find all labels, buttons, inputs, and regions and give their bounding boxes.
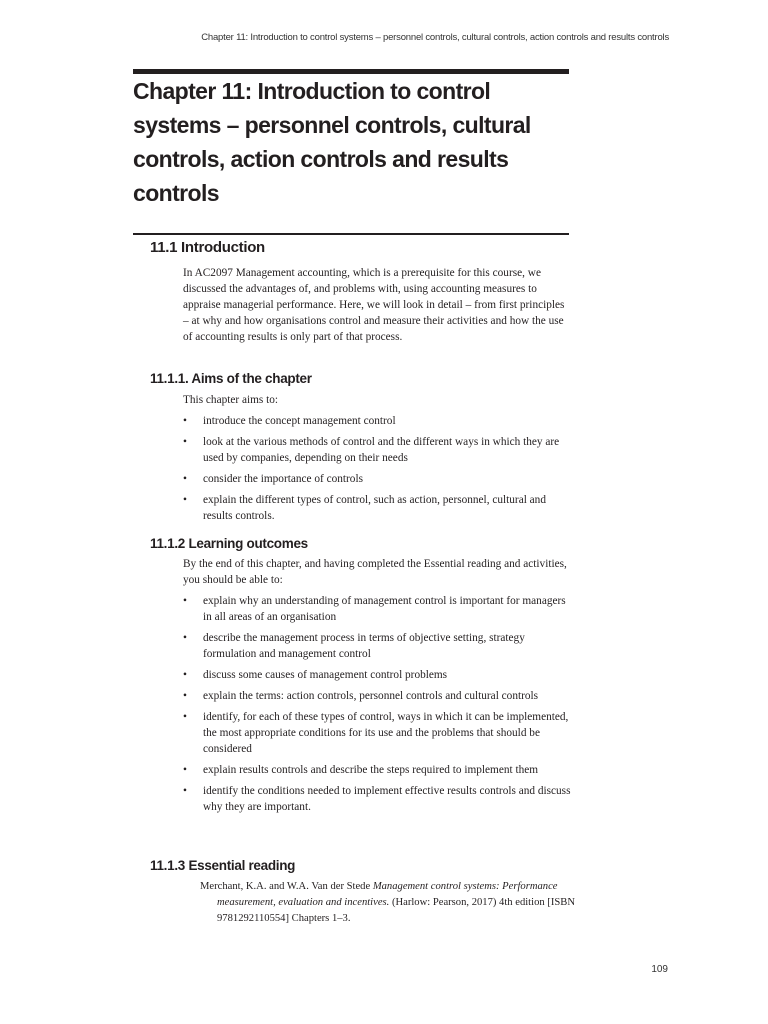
intro-paragraph: In AC2097 Management accounting, which is a prerequisite for this course, we discussed the advantages of, and problems with, using accounting measures to appraise managerial performance. Here, we will look in detail – from first principles – at why and how organisations control and measure their activities and how the use of accounting results is only part of that process. [183,267,565,343]
outcomes-list [183,593,573,820]
list-item [183,471,573,487]
bullet-icon: • [183,690,187,702]
bullet-icon: • [183,632,187,644]
aims-lead: This chapter aims to: [183,394,279,406]
list-item-text: explain the different types of control, such as action, personnel, cultural and results controls. [203,494,546,522]
bullet-icon: • [183,711,187,723]
bullet-icon: • [183,669,187,681]
list-item [183,492,573,524]
list-item [183,762,573,778]
list-item [183,688,573,704]
page-number: 109 [651,964,668,975]
list-item [183,434,573,466]
list-item-text: consider the importance of controls [203,473,363,485]
bullet-icon: • [183,473,187,485]
bullet-icon: • [183,595,187,607]
reading-authors: Merchant, K.A. and W.A. Van der Stede [200,881,373,892]
reading-book-title: Management control systems: Performance measurement, evaluation and incentives. [217,881,558,908]
list-item-text: introduce the concept management control [203,415,396,427]
list-item-text: explain why an understanding of management control is important for managers in all areas of an organisation [203,595,566,623]
list-item [183,783,573,815]
list-item-text: discuss some causes of management control problems [203,669,448,681]
reading-heading: 11.1.3 Essential reading [150,858,296,873]
list-item [183,593,573,625]
list-item-text: explain the terms: action controls, personnel controls and cultural controls [203,690,539,702]
reading-reference [200,879,577,927]
list-item-text: describe the management process in terms of objective setting, strategy formulation and management control [203,632,525,660]
list-item [183,667,573,683]
list-item [183,413,573,429]
list-item-text: identify the conditions needed to implement effective results controls and discuss why they are important. [203,785,571,813]
list-item [183,709,573,757]
chapter-title: Chapter 11: Introduction to control systems – personnel controls, cultural controls, action controls and results controls [133,78,531,206]
section-divider [133,233,569,235]
list-item-text: explain results controls and describe the steps required to implement them [203,764,539,776]
bullet-icon: • [183,436,187,448]
running-header: Chapter 11: Introduction to control systems – personnel controls, cultural controls, action controls and results controls [201,32,669,43]
aims-list [183,413,573,529]
bullet-icon: • [183,785,187,797]
outcomes-heading: 11.1.2 Learning outcomes [150,536,308,551]
intro-heading: 11.1 Introduction [150,239,265,256]
reading-details: (Harlow: Pearson, 2017) 4th edition [ISBN 9781292110554] Chapters 1–3. [217,897,575,924]
list-item-text: identify, for each of these types of control, ways in which it can be implemented, the most appropriate conditions for its use and the problems that should be considered [203,711,569,755]
aims-heading: 11.1.1. Aims of the chapter [150,371,312,386]
list-item [183,630,573,662]
bullet-icon: • [183,415,187,427]
bullet-icon: • [183,494,187,506]
list-item-text: look at the various methods of control and the different ways in which they are used by companies, depending on their needs [203,436,560,464]
bullet-icon: • [183,764,187,776]
outcomes-lead: By the end of this chapter, and having completed the Essential reading and activities, you should be able to: [183,558,567,586]
